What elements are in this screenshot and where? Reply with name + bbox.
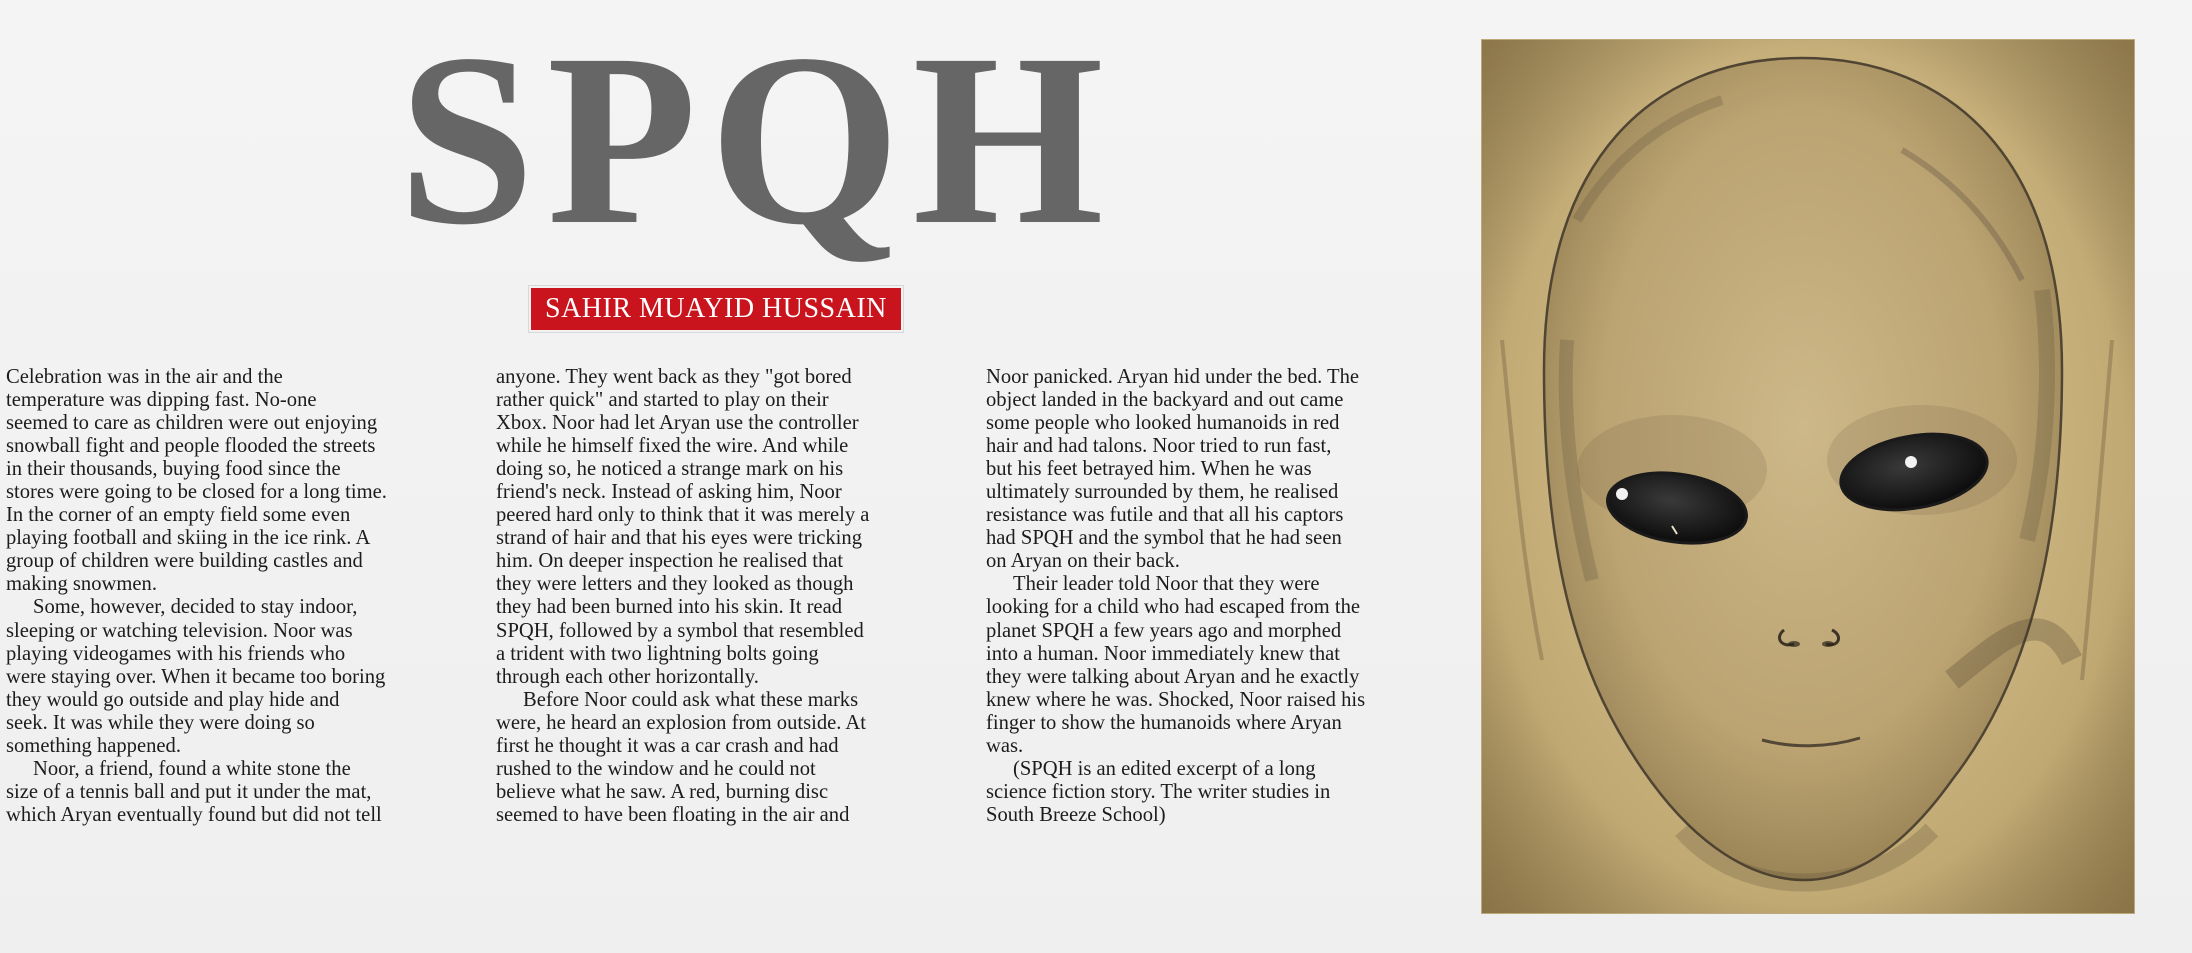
article-text-line: looking for a child who had escaped from the	[986, 596, 1361, 619]
article-text-line: had SPQH and the symbol that he had seen	[986, 527, 1342, 550]
article-text-line: Celebration was in the air and the	[6, 366, 283, 388]
article-column-3	[986, 366, 1456, 827]
article-text-line: into a human. Noor immediately knew that	[986, 642, 1341, 665]
article-text-line: was.	[986, 734, 1024, 757]
article-text-line: peered hard only to think that it was merely a	[496, 504, 870, 527]
article-text-line: friend's neck. Instead of asking him, Noor	[496, 481, 842, 504]
article-text-line: him. On deeper inspection he realised that	[496, 550, 844, 573]
article-text-line: group of children were building castles and	[6, 550, 363, 573]
article-headline: SPQH	[398, 4, 1116, 276]
article-text-line: strand of hair and that his eyes were tricking	[496, 527, 862, 550]
article-text-line: Xbox. Noor had let Aryan use the controller	[496, 412, 859, 435]
article-text-line: seemed to care as children were out enjoying	[6, 412, 378, 435]
article-text-line: they were letters and they looked as though	[496, 573, 854, 596]
article-text-line: they were talking about Aryan and he exactly	[986, 665, 1360, 688]
article-text-line: snowball fight and people flooded the streets	[6, 435, 376, 458]
article-text-line: they would go outside and play hide and	[6, 688, 340, 711]
article-text-line: Some, however, decided to stay indoor,	[33, 596, 358, 619]
article-text-line: which Aryan eventually found but did not tell	[6, 803, 382, 826]
author-byline: SAHIR MUAYID HUSSAIN	[531, 288, 901, 330]
article-text-line: but his feet betrayed him. When he was	[986, 458, 1312, 481]
article-text-line: a trident with two lightning bolts going	[496, 642, 819, 665]
article-text-line: Their leader told Noor that they were	[1013, 573, 1320, 596]
article-text-line: some people who looked humanoids in red	[986, 412, 1340, 435]
article-text-line: finger to show the humanoids where Aryan	[986, 711, 1342, 734]
article-text-line: knew where he was. Shocked, Noor raised his	[986, 688, 1366, 711]
article-text-line: sleeping or watching television. Noor was	[6, 619, 353, 642]
article-text-line: (SPQH is an edited excerpt of a long	[1013, 757, 1316, 780]
article-text-line: anyone. They went back as they "got bored	[496, 366, 852, 388]
article-text-line: stores were going to be closed for a long time.	[6, 481, 387, 504]
article-text-line: believe what he saw. A red, burning disc	[496, 780, 829, 803]
article-text-line: Before Noor could ask what these marks	[523, 688, 859, 711]
article-text-line: In the corner of an empty field some even	[6, 504, 351, 527]
article-text-line: were staying over. When it became too boring	[6, 665, 386, 688]
article-text-line: doing so, he noticed a strange mark on his	[496, 458, 844, 481]
article-text-line: Noor panicked. Aryan hid under the bed. The	[986, 366, 1360, 388]
article-text-line: South Breeze School)	[986, 803, 1166, 826]
article-text-line: through each other horizontally.	[496, 665, 759, 688]
article-text-line: planet SPQH a few years ago and morphed	[986, 619, 1342, 642]
article-text-line: something happened.	[6, 734, 182, 757]
article-text-line: seemed to have been floating in the air and	[496, 803, 850, 826]
article-text-line: first he thought it was a car crash and had	[496, 734, 839, 757]
article-text-line: they had been burned into his skin. It read	[496, 596, 843, 619]
article-text-line: playing videogames with his friends who	[6, 642, 346, 665]
article-text-line: were, he heard an explosion from outside. At	[496, 711, 867, 734]
article-text-line: temperature was dipping fast. No-one	[6, 389, 317, 412]
article-text-line: object landed in the backyard and out came	[986, 389, 1344, 412]
article-text-line: seek. It was while they were doing so	[6, 711, 315, 734]
article-text-line: science fiction story. The writer studies in	[986, 780, 1331, 803]
article-column-1	[6, 366, 476, 827]
article-text-line: rushed to the window and he could not	[496, 757, 816, 780]
article-column-2	[496, 366, 966, 827]
article-text-line: in their thousands, buying food since the	[6, 458, 341, 481]
article-text-line: making snowmen.	[6, 573, 158, 596]
article-text-line: on Aryan on their back.	[986, 550, 1180, 573]
alien-face-illustration	[1482, 40, 2134, 913]
article-text-line: size of a tennis ball and put it under the mat,	[6, 780, 372, 803]
article-text-line: Noor, a friend, found a white stone the	[33, 757, 351, 780]
article-text-line: hair and had talons. Noor tried to run fast,	[986, 435, 1332, 458]
article-text-line: ultimately surrounded by them, he realised	[986, 481, 1339, 504]
article-text-line: resistance was futile and that all his captors	[986, 504, 1344, 527]
article-text-line: while he himself fixed the wire. And while	[496, 435, 849, 458]
article-text-line: SPQH, followed by a symbol that resembled	[496, 619, 864, 642]
article-text-line: rather quick" and started to play on their	[496, 389, 829, 412]
article-text-line: playing football and skiing in the ice rink. A	[6, 527, 371, 550]
